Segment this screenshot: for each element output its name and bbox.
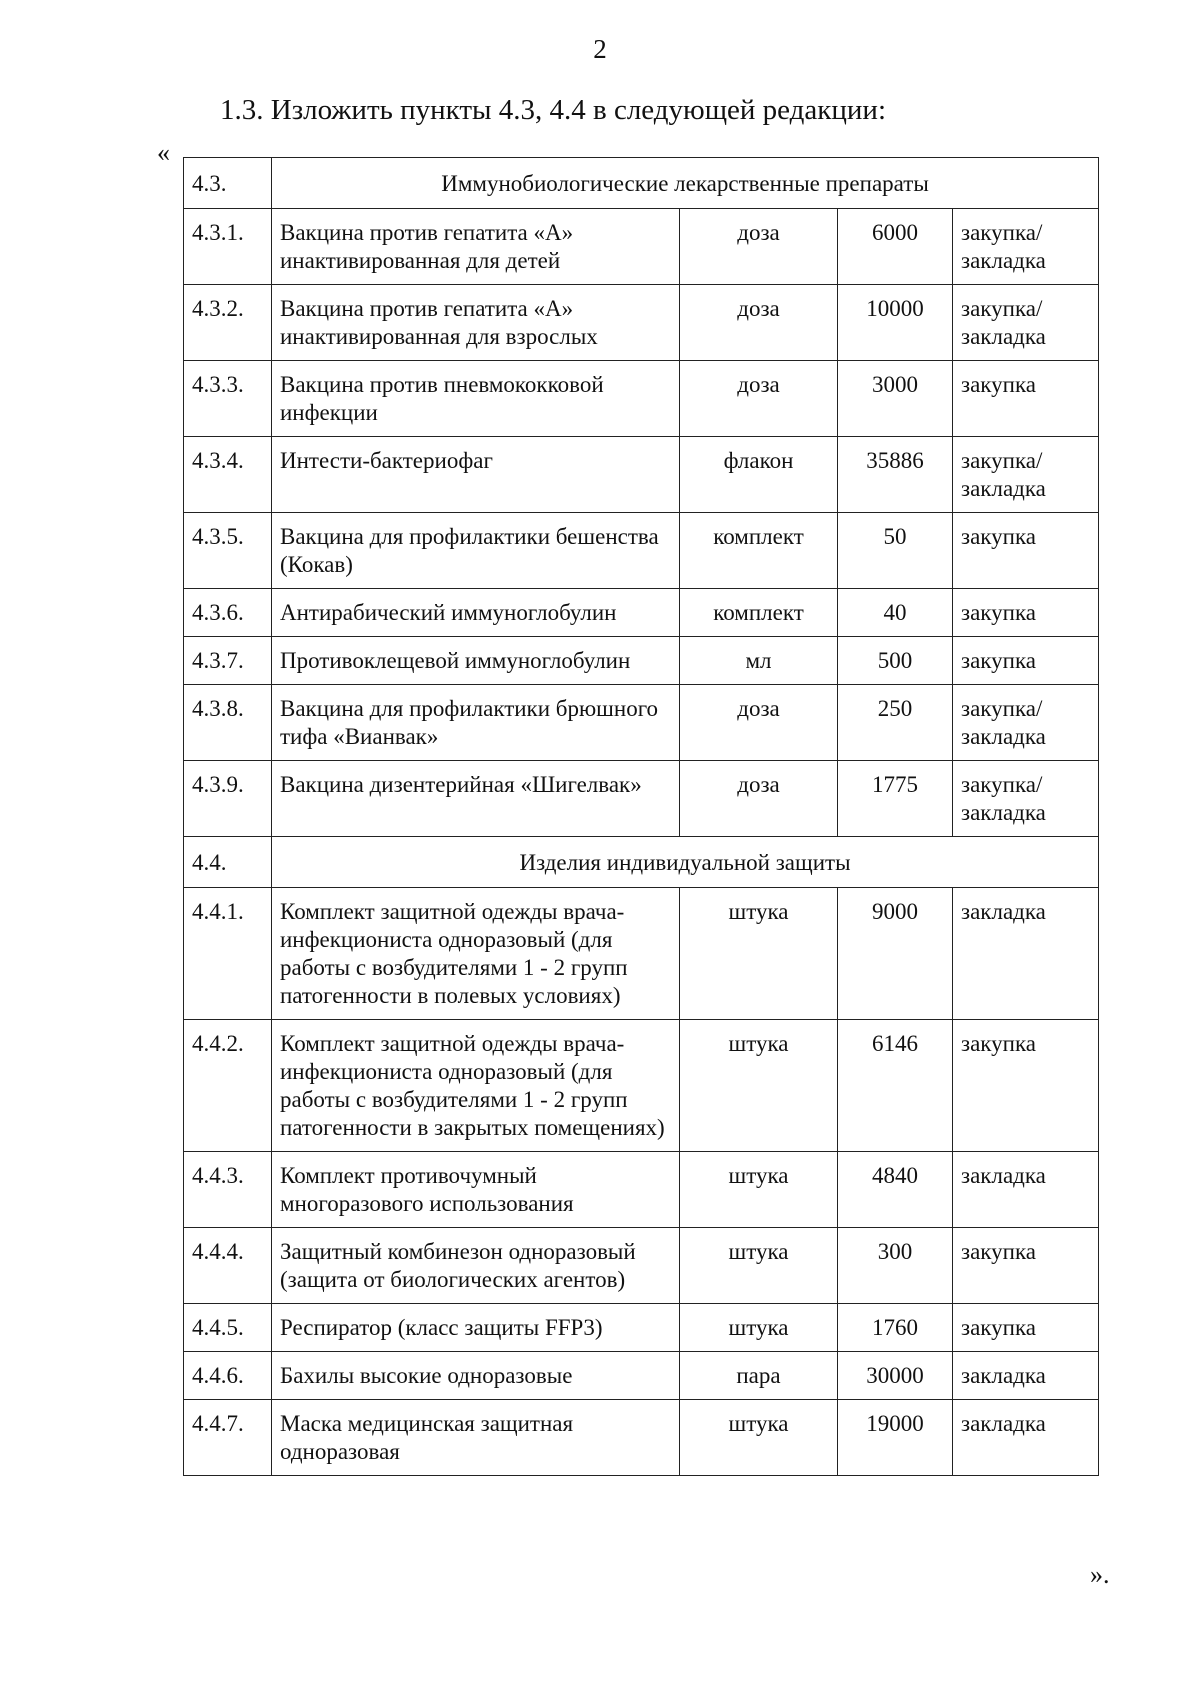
item-name: Маска медицинская защитная одноразовая xyxy=(272,1400,680,1476)
table-row xyxy=(184,1352,1099,1400)
item-mode: закладка xyxy=(953,1352,1099,1400)
item-quantity: 40 xyxy=(838,589,953,637)
item-quantity: 500 xyxy=(838,637,953,685)
item-unit: штука xyxy=(680,1228,838,1304)
table-row xyxy=(184,1304,1099,1352)
item-name: Комплект защитной одежды врача-инфекциониста одноразовый (для работы с возбудителями 1 - 2 групп патогенности в полевых условиях) xyxy=(272,888,680,1020)
item-name: Респиратор (класс защиты FFP3) xyxy=(272,1304,680,1352)
item-number: 4.4.6. xyxy=(184,1352,272,1400)
table-row xyxy=(184,209,1099,285)
item-mode: закупка xyxy=(953,1228,1099,1304)
item-quantity: 35886 xyxy=(838,437,953,513)
items-table-body xyxy=(184,158,1099,1476)
item-unit: доза xyxy=(680,209,838,285)
item-mode: закладка xyxy=(953,1152,1099,1228)
item-quantity: 1775 xyxy=(838,761,953,837)
item-mode: закупка xyxy=(953,513,1099,589)
item-name: Вакцина дизентерийная «Шигелвак» xyxy=(272,761,680,837)
item-unit: доза xyxy=(680,285,838,361)
item-unit: штука xyxy=(680,888,838,1020)
item-name: Вакцина против гепатита «А» инактивированная для детей xyxy=(272,209,680,285)
intro-paragraph: 1.3. Изложить пункты 4.3, 4.4 в следующей редакции: xyxy=(220,94,886,126)
item-name: Вакцина для профилактики бешенства (Кокав) xyxy=(272,513,680,589)
section-title: Изделия индивидуальной защиты xyxy=(272,837,1099,888)
item-number: 4.3.4. xyxy=(184,437,272,513)
item-number: 4.4.3. xyxy=(184,1152,272,1228)
item-quantity: 30000 xyxy=(838,1352,953,1400)
item-unit: флакон xyxy=(680,437,838,513)
item-unit: доза xyxy=(680,685,838,761)
item-unit: штука xyxy=(680,1400,838,1476)
item-mode: закупка xyxy=(953,1020,1099,1152)
item-mode: закупка/ закладка xyxy=(953,685,1099,761)
table-row xyxy=(184,513,1099,589)
item-mode: закупка/ закладка xyxy=(953,285,1099,361)
item-name: Интести-бактериофаг xyxy=(272,437,680,513)
table-row xyxy=(184,285,1099,361)
table-row xyxy=(184,437,1099,513)
item-quantity: 50 xyxy=(838,513,953,589)
item-name: Вакцина против гепатита «А» инактивированная для взрослых xyxy=(272,285,680,361)
opening-quote: « xyxy=(157,138,170,167)
section-header-row xyxy=(184,158,1099,209)
item-mode: закладка xyxy=(953,1400,1099,1476)
table-row xyxy=(184,685,1099,761)
item-unit: комплект xyxy=(680,513,838,589)
item-quantity: 19000 xyxy=(838,1400,953,1476)
item-number: 4.3.3. xyxy=(184,361,272,437)
item-unit: мл xyxy=(680,637,838,685)
item-number: 4.4.2. xyxy=(184,1020,272,1152)
item-unit: штука xyxy=(680,1304,838,1352)
item-unit: пара xyxy=(680,1352,838,1400)
item-mode: закладка xyxy=(953,888,1099,1020)
item-number: 4.3.1. xyxy=(184,209,272,285)
item-name: Вакцина против пневмококковой инфекции xyxy=(272,361,680,437)
item-number: 4.3.9. xyxy=(184,761,272,837)
item-number: 4.3.8. xyxy=(184,685,272,761)
item-number: 4.4.1. xyxy=(184,888,272,1020)
item-quantity: 4840 xyxy=(838,1152,953,1228)
item-number: 4.4.7. xyxy=(184,1400,272,1476)
item-name: Вакцина для профилактики брюшного тифа «Вианвак» xyxy=(272,685,680,761)
item-mode: закупка/ закладка xyxy=(953,761,1099,837)
item-quantity: 300 xyxy=(838,1228,953,1304)
section-title: Иммунобиологические лекарственные препараты xyxy=(272,158,1099,209)
item-mode: закупка xyxy=(953,589,1099,637)
table-row xyxy=(184,1228,1099,1304)
item-number: 4.3.5. xyxy=(184,513,272,589)
item-mode: закупка/ закладка xyxy=(953,437,1099,513)
section-header-row xyxy=(184,837,1099,888)
item-mode: закупка xyxy=(953,1304,1099,1352)
item-mode: закупка/ закладка xyxy=(953,209,1099,285)
item-mode: закупка xyxy=(953,637,1099,685)
item-quantity: 9000 xyxy=(838,888,953,1020)
item-unit: доза xyxy=(680,361,838,437)
page-number: 2 xyxy=(593,34,607,64)
item-quantity: 250 xyxy=(838,685,953,761)
item-number: 4.3.7. xyxy=(184,637,272,685)
item-quantity: 1760 xyxy=(838,1304,953,1352)
table-row xyxy=(184,888,1099,1020)
section-number: 4.4. xyxy=(184,837,272,888)
item-name: Противоклещевой иммуноглобулин xyxy=(272,637,680,685)
closing-quote: ». xyxy=(1090,1560,1110,1589)
item-unit: штука xyxy=(680,1152,838,1228)
item-name: Бахилы высокие одноразовые xyxy=(272,1352,680,1400)
item-unit: комплект xyxy=(680,589,838,637)
item-number: 4.3.2. xyxy=(184,285,272,361)
table-row xyxy=(184,637,1099,685)
item-name: Защитный комбинезон одноразовый (защита от биологических агентов) xyxy=(272,1228,680,1304)
item-name: Комплект противочумный многоразового использования xyxy=(272,1152,680,1228)
item-number: 4.4.5. xyxy=(184,1304,272,1352)
table-row xyxy=(184,1152,1099,1228)
item-mode: закупка xyxy=(953,361,1099,437)
item-number: 4.3.6. xyxy=(184,589,272,637)
table-row xyxy=(184,761,1099,837)
table-row xyxy=(184,1400,1099,1476)
item-number: 4.4.4. xyxy=(184,1228,272,1304)
item-name: Комплект защитной одежды врача-инфекциониста одноразовый (для работы с возбудителями 1 - 2 групп патогенности в закрытых помещениях) xyxy=(272,1020,680,1152)
table-row xyxy=(184,361,1099,437)
item-quantity: 6000 xyxy=(838,209,953,285)
items-table xyxy=(183,157,1099,1476)
table-row xyxy=(184,1020,1099,1152)
table-row xyxy=(184,589,1099,637)
item-unit: доза xyxy=(680,761,838,837)
item-quantity: 10000 xyxy=(838,285,953,361)
item-quantity: 3000 xyxy=(838,361,953,437)
item-name: Антирабический иммуноглобулин xyxy=(272,589,680,637)
item-unit: штука xyxy=(680,1020,838,1152)
item-quantity: 6146 xyxy=(838,1020,953,1152)
section-number: 4.3. xyxy=(184,158,272,209)
